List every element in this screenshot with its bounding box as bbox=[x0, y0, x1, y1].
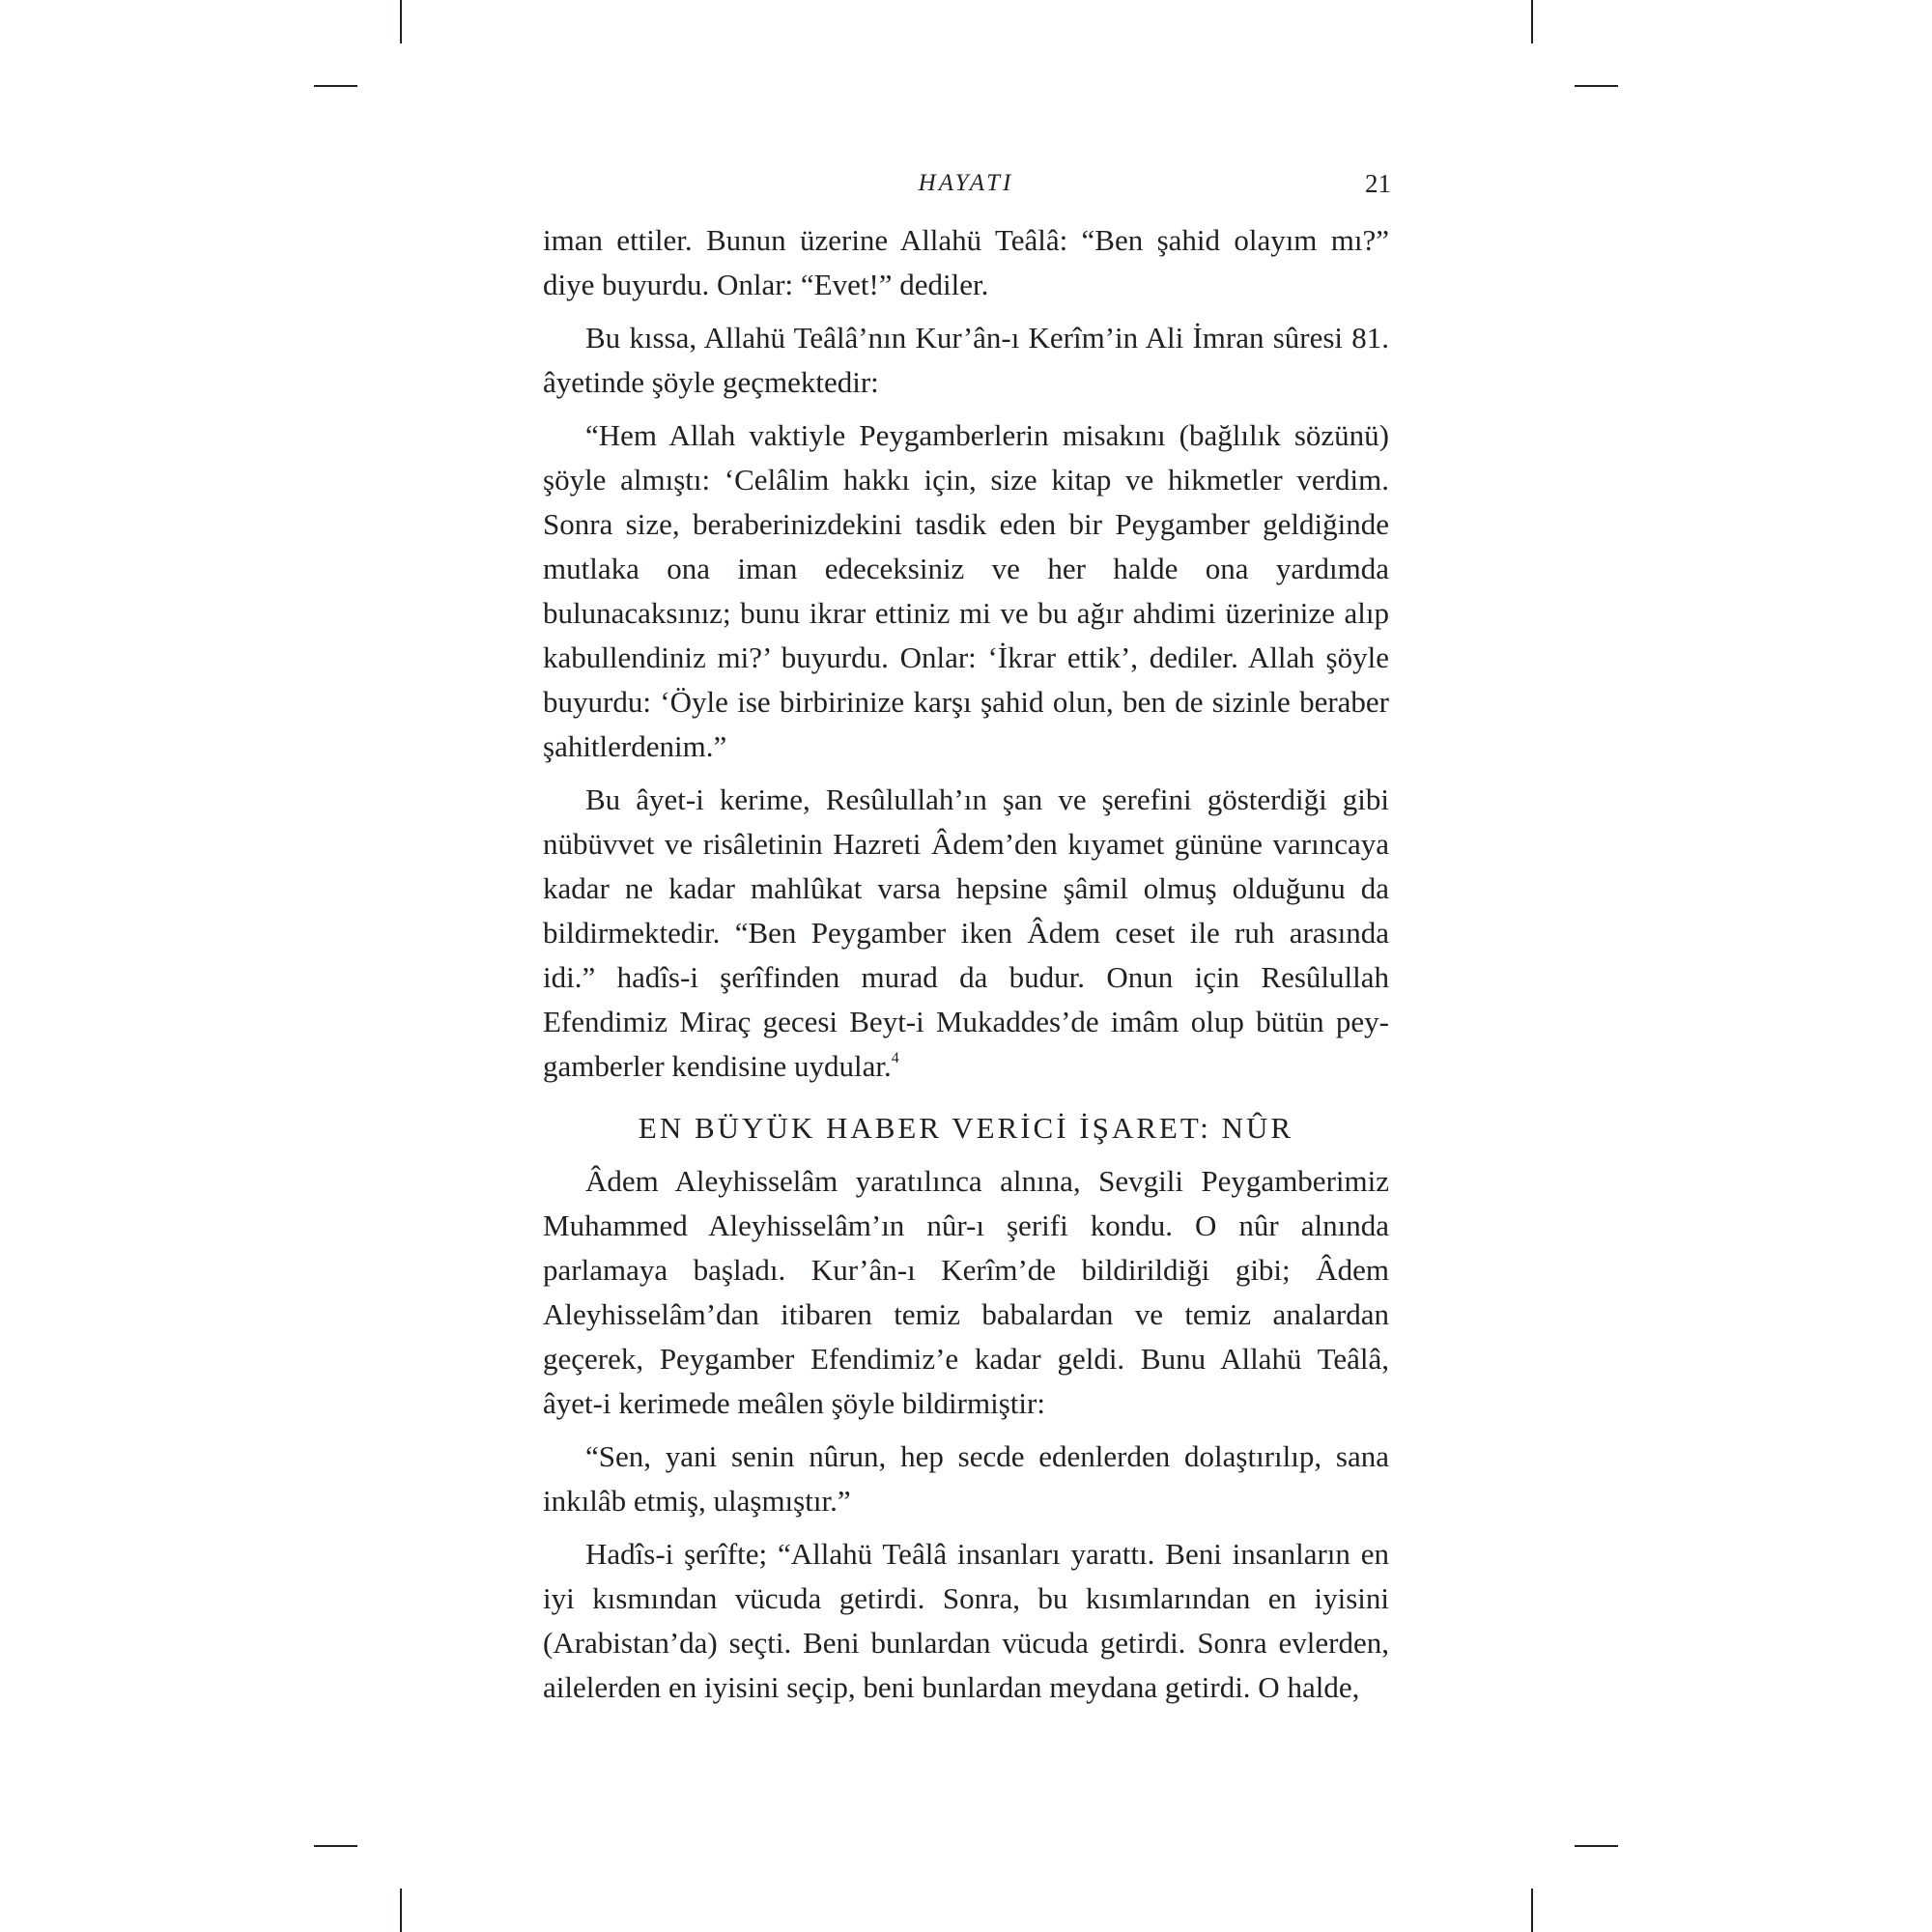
paragraph: “Hem Allah vaktiyle Peygamberlerin misakını (bağlılık sözünü) şöyle almıştı: ‘Celâlim hakkı için, size kitap ve hikmetler verdim. Sonra size, beraberinizdekini tasdik eden bir Peygamber geldiğinde mutlaka ona iman edeceksiniz ve her halde ona yardımda bulunacaksınız; bunu ikrar ettiniz mi ve bu ağır ahdimi üzerinize alıp kabullendiniz mi?’ buyurdu. Onlar: ‘İkrar ettik’, dediler. Allah şöyle buyurdu: ‘Öyle ise birbirinize karşı şahid olun, ben de sizinle beraber şahitlerdenim.” bbox=[543, 418, 1389, 763]
paragraph-footnoted bbox=[543, 778, 1389, 1089]
crop-mark-top-right bbox=[1531, 0, 1533, 43]
footnote-reference[interactable]: 4 bbox=[891, 1050, 899, 1066]
crop-mark-bottom-left bbox=[400, 1889, 402, 1932]
paragraph: Âdem Aleyhisselâm yaratılınca alnına, Sevgili Peygamberimiz Muhammed Aleyhisselâm’ın nûr-ı şerifi kondu. O nûr alnında parlamaya başladı. Kur’ân-ı Kerîm’de bildirildiği gibi; Âdem Aleyhisselâm’dan itibaren temiz babalardan ve temiz analardan geçerek, Peygamber Efendimiz’e kadar geldi. Bunu Allahü Teâlâ, âyet-i kerimede meâlen şöyle bildirmiştir: bbox=[543, 1164, 1389, 1420]
crop-mark-top-left bbox=[400, 0, 402, 43]
crop-mark-left-upper bbox=[314, 85, 357, 87]
page-number: 21 bbox=[1365, 169, 1391, 198]
crop-mark-right-lower bbox=[1575, 1845, 1618, 1847]
paragraph-group-top bbox=[543, 218, 1389, 769]
page-header bbox=[541, 164, 1391, 203]
paragraph: “Sen, yani senin nûrun, hep secde edenlerden dolaştırılıp, sana inkılâb etmiş, ulaşmıştır.” bbox=[543, 1439, 1389, 1518]
paragraph-group-bottom bbox=[543, 1159, 1389, 1710]
crop-mark-left-lower bbox=[314, 1845, 357, 1847]
paragraph: iman ettiler. Bunun üzerine Allahü Teâlâ: “Ben şahid olayım mı?” diye buyurdu. Onlar: “Evet!” dediler. bbox=[543, 223, 1389, 301]
paragraph: Bu kıssa, Allahü Teâlâ’nın Kur’ân-ı Kerîm’in Ali İmran sûresi 81. âyetinde şöyle geçmektedir: bbox=[543, 321, 1389, 399]
section-heading: EN BÜYÜK HABER VERİCİ İŞARET: NÛR bbox=[638, 1111, 1294, 1145]
paragraph-text: Bu âyet-i kerime, Resûlullah’ın şan ve şerefini gösterdiği gibi nübüvvet ve risâletinin Hazreti Âdem’den kıyamet gününe varıncaya kadar ne kadar mahlûkat varsa hepsine şâmil olmuş olduğunu da bildirmektedir. “Ben Peygamber iken Âdem ceset ile ruh arasında idi.” hadîs-i şerîfinden murad da budur. Onun için Resûlullah Efendimiz Miraç gecesi Beyt-i Mukaddes’de imâm olup bütün peygamberler kendisine uydular. bbox=[543, 782, 1389, 1083]
crop-mark-bottom-right bbox=[1531, 1889, 1533, 1932]
body-text bbox=[543, 218, 1389, 1719]
crop-mark-right-upper bbox=[1575, 85, 1618, 87]
paragraph: Hadîs-i şerîfte; “Allahü Teâlâ insanları yarattı. Beni insanların en iyi kısmından vücuda getirdi. Sonra, bu kısımlarından en iyisini (Arabistan’da) seçti. Beni bunlardan vücuda getirdi. Sonra evlerden, ailelerden en iyisini seçip, beni bunlardan meydana getirdi. O halde, bbox=[543, 1537, 1389, 1704]
running-title: HAYATI bbox=[918, 170, 1014, 196]
